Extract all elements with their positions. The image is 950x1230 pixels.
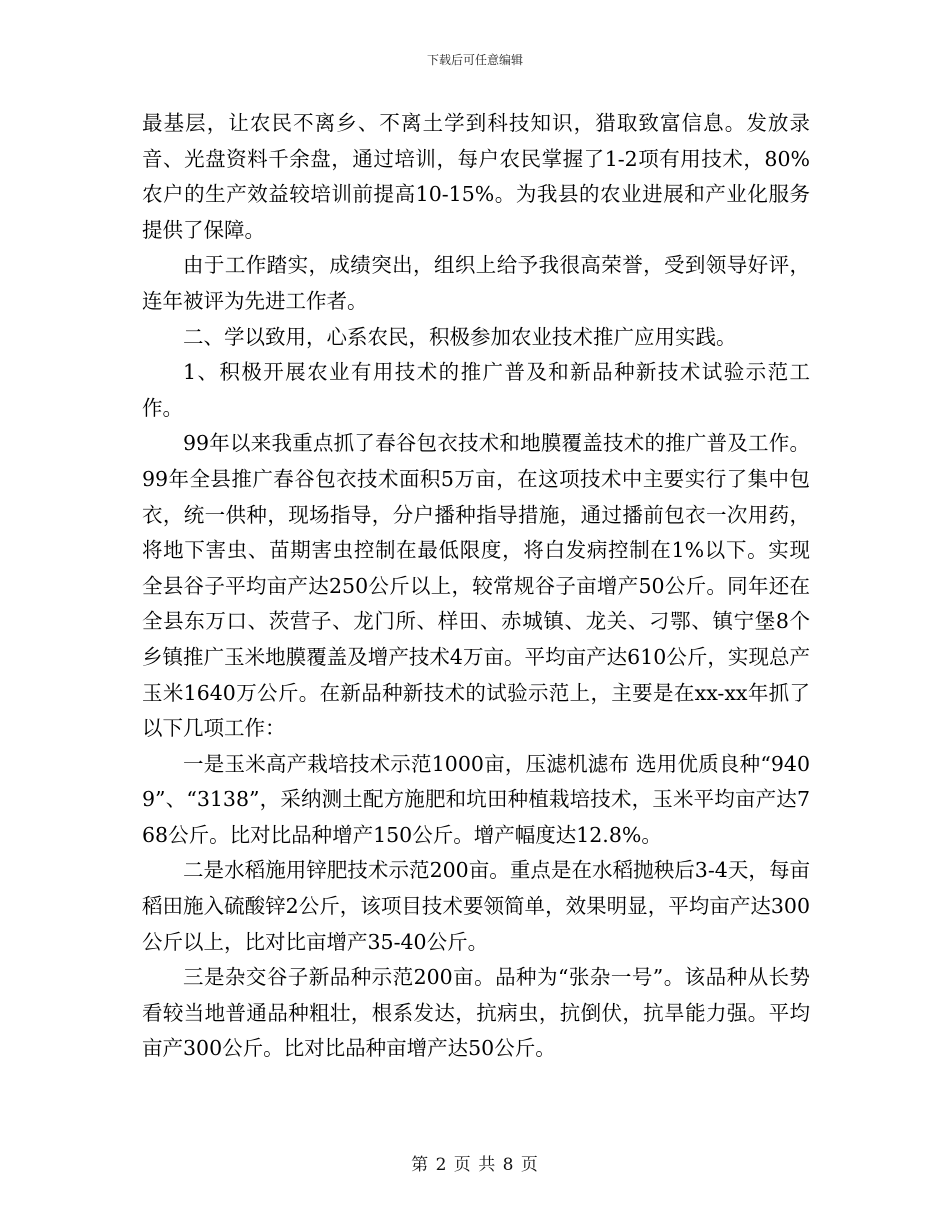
document-body xyxy=(142,106,810,1067)
paragraph-2: 由于工作踏实，成绩突出，组织上给予我很高荣誉，受到领导好评，连年被评为先进工作者。 xyxy=(142,253,810,313)
paragraph-4: 一是玉米高产栽培技术示范1000亩，压滤机滤布 选用优质良种“9409”、“3138”，采纳测土配方施肥和坑田种植栽培技术，玉米平均亩产达768公斤。比对比品种增产150公斤。增产幅度达12.8%。 xyxy=(142,751,810,847)
section-heading-2: 二、学以致用，心系农民，积极参加农业技术推广应用实践。 xyxy=(183,324,737,349)
subsection-heading-1: 1、积极开展农业有用技术的推广普及和新品种新技术试验示范工作。 xyxy=(142,360,810,420)
page-number: 第 2 页 共 8 页 xyxy=(411,1155,539,1175)
paragraph-6: 三是杂交谷子新品种示范200亩。品种为“张杂一号”。该品种从长势看较当地普通品种粗壮，根系发达，抗病虫，抗倒伏，抗旱能力强。平均亩产300公斤。比对比品种亩增产达50公斤。 xyxy=(142,965,810,1061)
paragraph-1: 最基层，让农民不离乡、不离土学到科技知识，猎取致富信息。发放录音、光盘资料千余盘，通过培训，每户农民掌握了1-2项有用技术，80%农户的生产效益较培训前提高10-15%。为我县的农业进展和产业化服务提供了保障。 xyxy=(142,111,810,242)
paragraph-3: 99年以来我重点抓了春谷包衣技术和地膜覆盖技术的推广普及工作。99年全县推广春谷包衣技术面积5万亩，在这项技术中主要实行了集中包衣，统一供种，现场指导，分户播种指导措施，通过播前包衣一次用药，将地下害虫、苗期害虫控制在最低限度，将白发病控制在1%以下。实现全县谷子平均亩产达250公斤以上，较常规谷子亩增产50公斤。同年还在全县东万口、茨营子、龙门所、样田、赤城镇、龙关、刁鄂、镇宁堡8个乡镇推广玉米地膜覆盖及增产技术4万亩。平均亩产达610公斤，实现总产玉米1640万公斤。在新品种新技术的试验示范上，主要是在xx-xx年抓了以下几项工作： xyxy=(142,431,810,741)
paragraph-5: 二是水稻施用锌肥技术示范200亩。重点是在水稻抛秧后3-4天，每亩稻田施入硫酸锌2公斤，该项目技术要领简单，效果明显，平均亩产达300公斤以上，比对比亩增产35-40公斤。 xyxy=(142,858,810,954)
page-header: 下载后可任意编辑 xyxy=(426,53,523,67)
